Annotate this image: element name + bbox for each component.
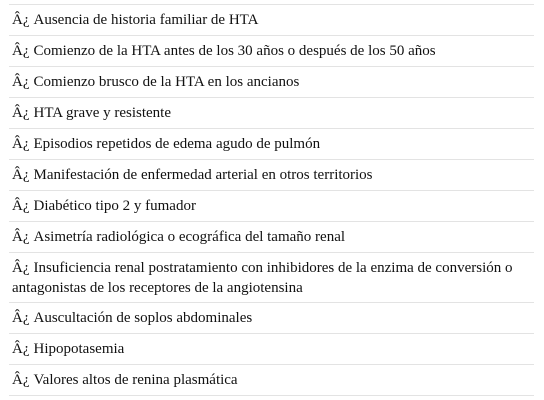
list-item-text: Auscultación de soplos abdominales — [33, 310, 253, 326]
table-row — [9, 67, 534, 98]
bullet-marker: Â¿ — [12, 167, 30, 183]
bullet-marker: Â¿ — [12, 198, 30, 214]
table-cell — [9, 129, 534, 160]
table-row — [9, 303, 534, 334]
table-row — [9, 5, 534, 36]
table-row — [9, 160, 534, 191]
bullet-marker: Â¿ — [12, 74, 30, 90]
table-cell — [9, 365, 534, 396]
bullet-marker: Â¿ — [12, 372, 30, 388]
table-row — [9, 222, 534, 253]
list-item-text: Manifestación de enfermedad arterial en otros territorios — [33, 167, 373, 183]
table-row — [9, 129, 534, 160]
bullet-marker: Â¿ — [12, 341, 30, 357]
table-cell — [9, 67, 534, 98]
table-row — [9, 334, 534, 365]
table-cell — [9, 334, 534, 365]
list-item-text: Comienzo brusco de la HTA en los ancianos — [33, 74, 300, 90]
list-item-text: Valores altos de renina plasmática — [33, 372, 238, 388]
table-cell — [9, 222, 534, 253]
table-cell — [9, 253, 534, 303]
bullet-marker: Â¿ — [12, 229, 30, 245]
table-row — [9, 98, 534, 129]
list-item-text: Diabético tipo 2 y fumador — [33, 198, 196, 214]
criteria-table — [9, 4, 534, 396]
table-row — [9, 253, 534, 303]
bullet-marker: Â¿ — [12, 310, 30, 326]
bullet-marker: Â¿ — [12, 259, 30, 276]
table-cell — [9, 36, 534, 67]
bullet-marker: Â¿ — [12, 105, 30, 121]
list-item-text: Comienzo de la HTA antes de los 30 años o después de los 50 años — [33, 43, 436, 59]
list-item-text: Hipopotasemia — [33, 341, 125, 357]
table-row — [9, 365, 534, 396]
list-item-text: Episodios repetidos de edema agudo de pulmón — [33, 136, 321, 152]
list-item-text: Insuficiencia renal postratamiento con inhibidores de la enzima de conversión o antagonistas de los receptores de la angiotensina — [12, 259, 513, 296]
list-item-text: Ausencia de historia familiar de HTA — [33, 12, 259, 28]
table-cell — [9, 160, 534, 191]
list-item-text: HTA grave y resistente — [33, 105, 172, 121]
list-item-text: Asimetría radiológica o ecográfica del tamaño renal — [33, 229, 346, 245]
bullet-marker: Â¿ — [12, 136, 30, 152]
bullet-marker: Â¿ — [12, 43, 30, 59]
table-cell — [9, 303, 534, 334]
table-row — [9, 36, 534, 67]
table-cell — [9, 98, 534, 129]
table-row — [9, 191, 534, 222]
table-cell — [9, 191, 534, 222]
table-cell — [9, 5, 534, 36]
bullet-marker: Â¿ — [12, 12, 30, 28]
